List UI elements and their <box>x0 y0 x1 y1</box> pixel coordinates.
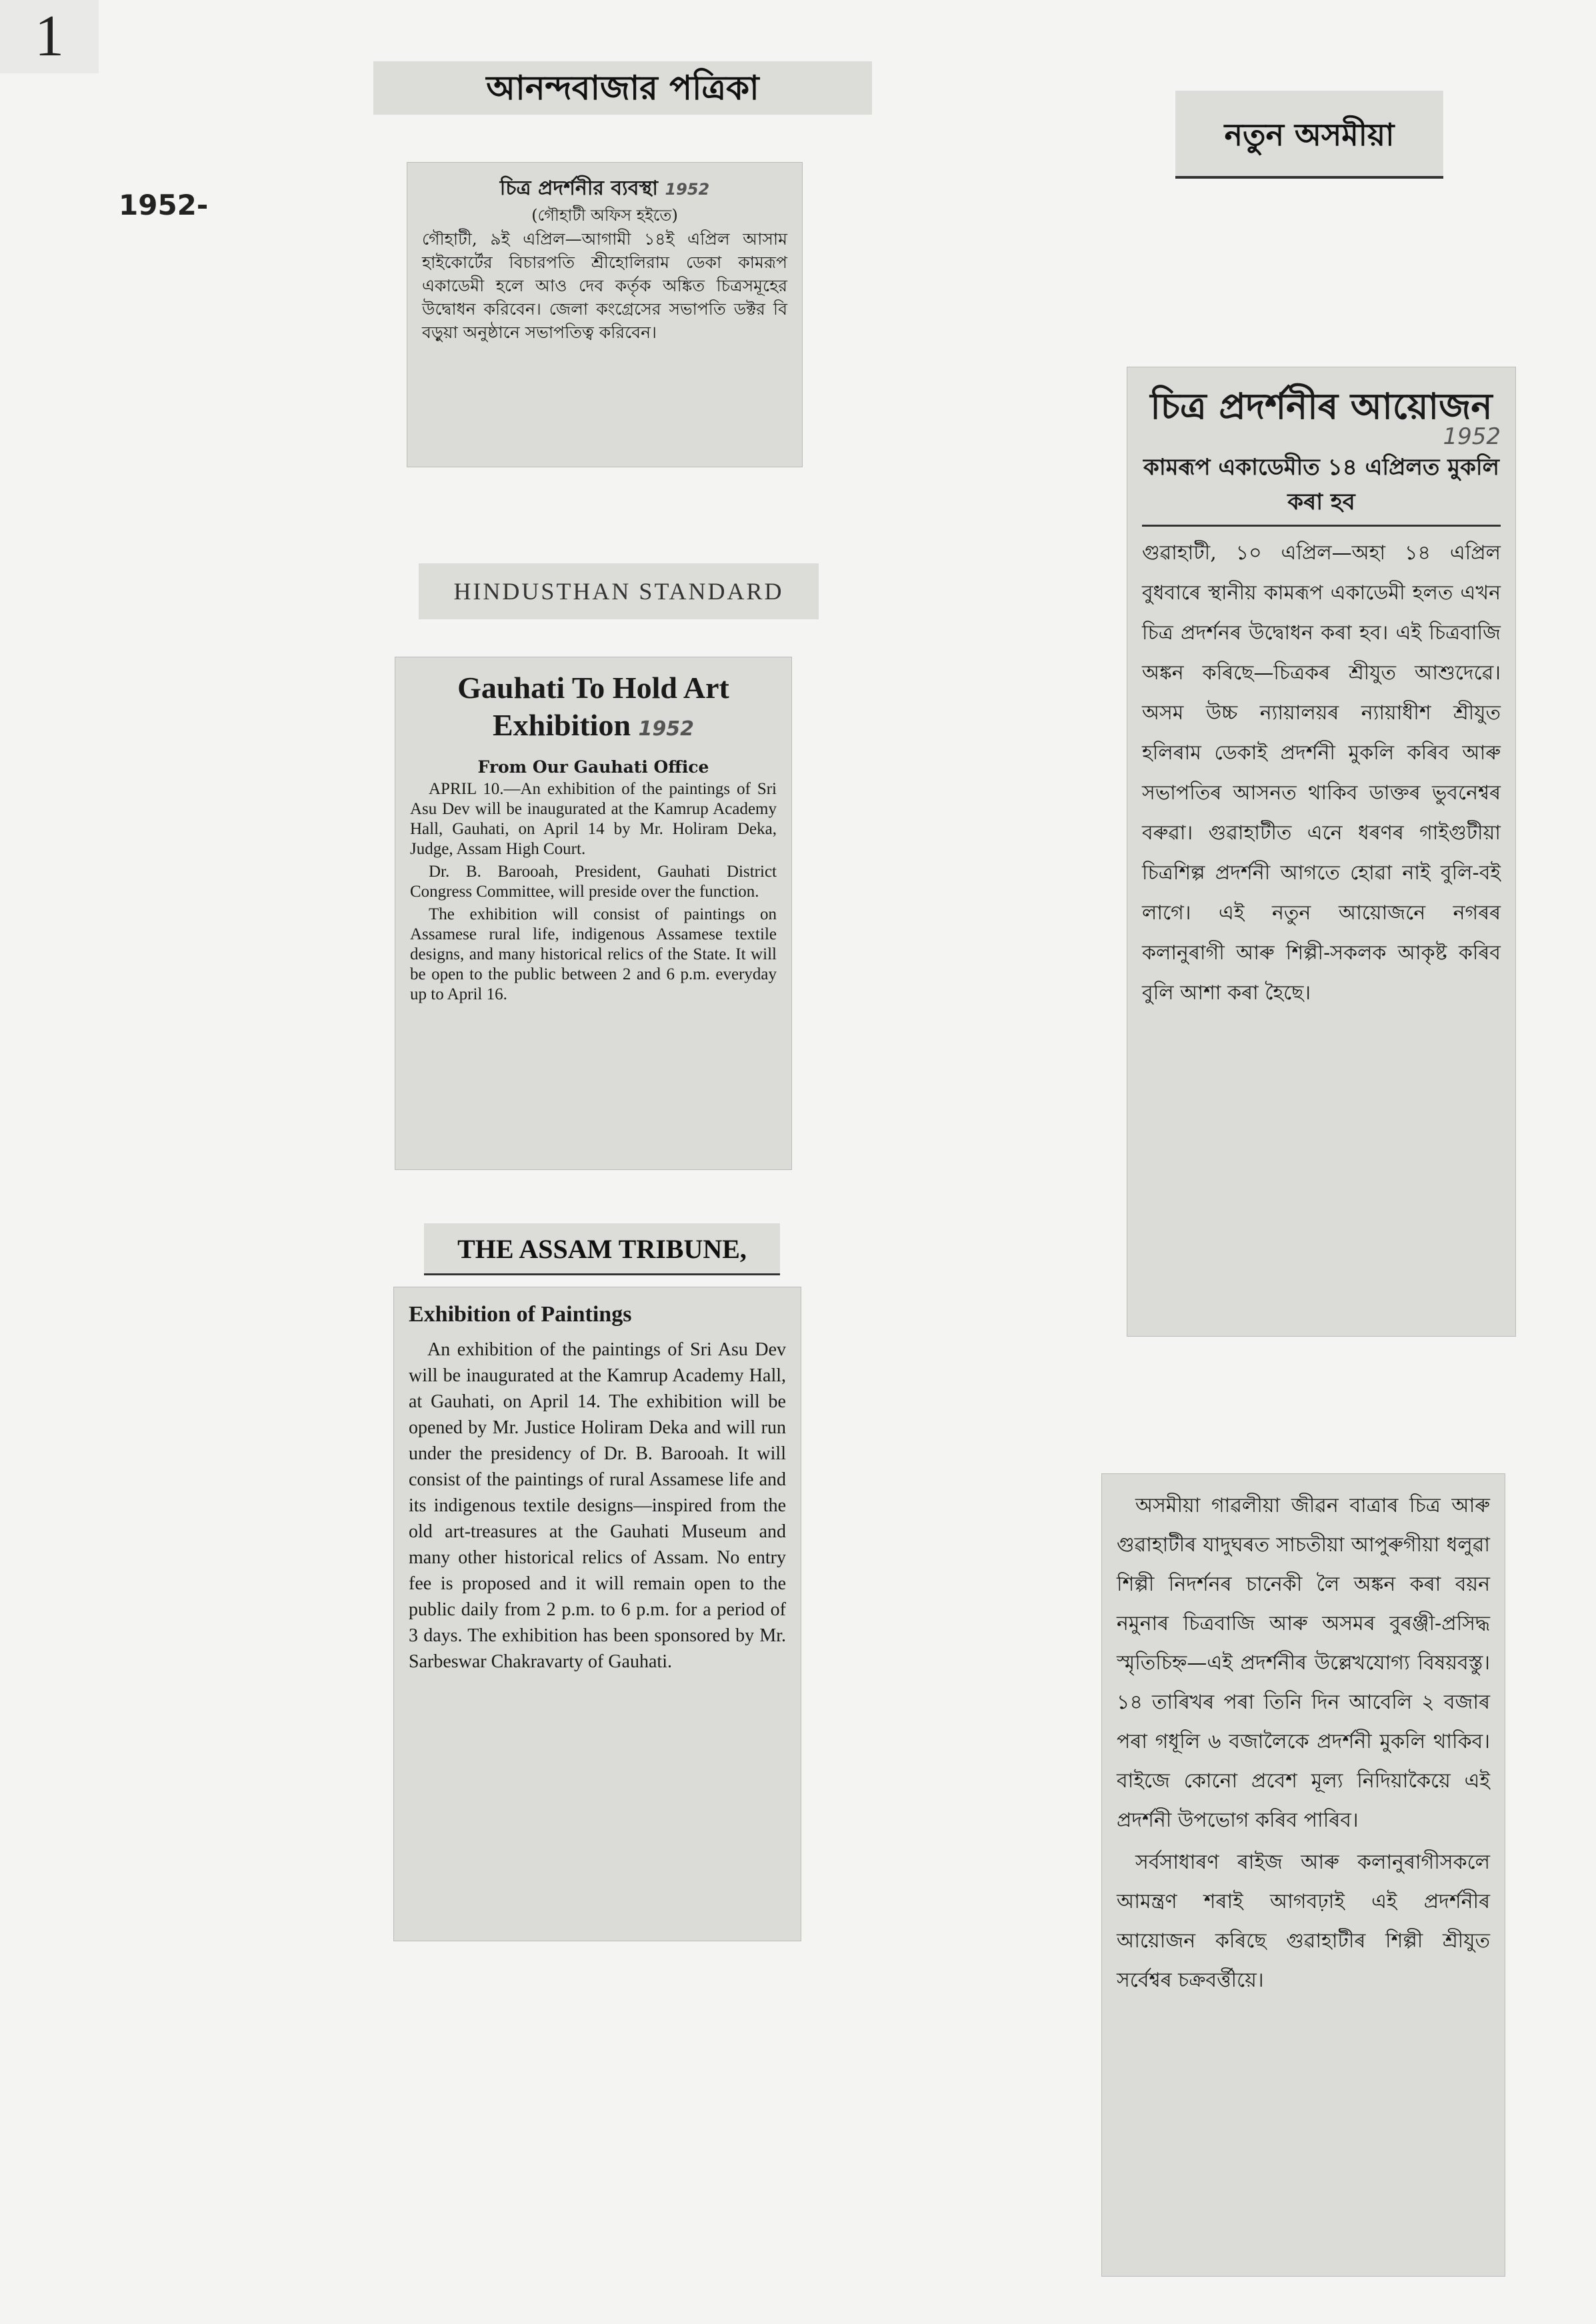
clipping-body: গৌহাটী, ৯ই এপ্রিল—আগামী ১৪ই এপ্রিল আসাম হাইকোর্টের বিচারপতি শ্রীহোলিরাম ডেকা কামরূপ একাডেমী হলে আও দেব কর্তৃক অঙ্কিত চিত্রসমূহের উদ্বোধন করিবেন। জেলা কংগ্রেসের সভাপতি ডক্টর বি বড়ুয়া অনুষ্ঠানে সভাপতিত্ব করিবেন। <box>422 229 787 342</box>
clipping-body: গুৱাহাটী, ১০ এপ্ৰিল—অহা ১৪ এপ্ৰিল বুধবাৰে স্থানীয় কামৰূপ একাডেমী হলত এখন চিত্ৰ প্ৰদৰ্শনৰ উদ্বোধন কৰা হব। এই চিত্ৰবাজি অঙ্কন কৰিছে—চিত্ৰকৰ শ্ৰীযুত আশুদেৱে। অসম উচ্চ ন্যায়ালয়ৰ ন্যায়াধীশ শ্ৰীযুত হলিৰাম ডেকাই প্ৰদৰ্শনী মুকলি কৰিব আৰু সভাপতিৰ আসনত থাকিব ডাক্তৰ ভুবনেশ্বৰ বৰুৱা। গুৱাহাটীত এনে ধৰণৰ গাইগুটীয়া চিত্ৰশিল্প প্ৰদৰ্শনী আগতে হোৱা নাই বুলি-বই লাগে। এই নতুন আয়োজনে নগৰৰ কলানুৰাগী আৰু শিল্পী-সকলক আকৃষ্ট কৰিব বুলি আশা কৰা হৈছে। <box>1142 541 1501 1005</box>
paragraph: The exhibition will consist of paintings on Assamese rural life, indigenous Assamese textile designs, and many historical relics of the State. It will be open to the public between 2 and 6 p.m. everyday up to April 16. <box>410 905 777 1003</box>
clipping-headline <box>422 175 787 203</box>
clipping-assam-tribune <box>393 1287 801 1941</box>
clipping-body <box>410 779 777 1005</box>
clipping-body: An exhibition of the paintings of Sri Asu Dev will be inaugurated at the Kamrup Academy Hall, at Gauhati, on April 14. The exhibition will be opened by Mr. Justice Holiram Deka and will run under the presidency of Dr. B. Barooah. It will consist of the paintings of rural Assamese life and its indigenous textile designs—inspired from the old art-treasures at the Gauhati Museum and many other historical relics of Assam. No entry fee is proposed and it will remain open to the public daily from 2 p.m. to 6 p.m. for a period of 3 days. The exhibition has been sponsored by Mr. Sarbeswar Chakravarty of Gauhati. <box>409 1339 786 1672</box>
handwritten-year: 1952 <box>1443 423 1501 450</box>
masthead-assam-tribune: THE ASSAM TRIBUNE, <box>424 1223 780 1275</box>
clipping-subhead: কামৰূপ একাডেমীত ১৪ এপ্ৰিলত মুকলি কৰা হব <box>1142 450 1501 527</box>
clipping-byline: From Our Gauhati Office <box>477 757 709 777</box>
clipping-headline: Exhibition of Paintings <box>409 1302 632 1327</box>
masthead-natun-asamiya: নতুন অসমীয়া <box>1175 91 1443 179</box>
headline-text: Gauhati To Hold Art Exhibition <box>457 671 729 742</box>
clipping-natun-asamiya-2 <box>1101 1473 1505 2277</box>
clipping-natun-asamiya-1 <box>1127 367 1516 1337</box>
paragraph: APRIL 10.—An exhibition of the paintings of Sri Asu Dev will be inaugurated at the Kamrup Academy Hall, Gauhati, on April 14 by Mr. Holiram Deka, Judge, Assam High Court. <box>410 780 777 858</box>
masthead-hindusthan: HINDUSTHAN STANDARD <box>419 563 819 619</box>
clipping-body <box>1117 1486 1490 2000</box>
year-label: 1952- <box>119 189 209 221</box>
clipping-anandabazar <box>407 162 803 467</box>
clipping-hindusthan <box>395 657 792 1170</box>
page-number: 1 <box>0 0 99 73</box>
handwritten-year: 1952 <box>665 180 710 199</box>
clipping-headline <box>410 669 777 748</box>
paragraph: সৰ্বসাধাৰণ ৰাইজ আৰু কলানুৰাগীসকলে আমন্ত্ৰণ শৰাই আগবঢ়াই এই প্ৰদৰ্শনীৰ আয়োজন কৰিছে গুৱাহাটীৰ শিল্পী শ্ৰীযুত সৰ্বেশ্বৰ চক্ৰবৰ্ত্তীয়ে। <box>1117 1851 1490 1992</box>
headline-text: চিত্র প্রদর্শনীর ব্যবস্থা <box>499 177 658 200</box>
clipping-subhead: (গৌহাটী অফিস হইতে) <box>531 206 678 225</box>
clipping-headline: চিত্ৰ প্ৰদৰ্শনীৰ আয়োজন <box>1150 385 1493 427</box>
paragraph: Dr. B. Barooah, President, Gauhati District Congress Committee, will preside over the function. <box>410 863 777 901</box>
paragraph: অসমীয়া গাৱলীয়া জীৱন বাত্ৰাৰ চিত্ৰ আৰু গুৱাহাটীৰ যাদুঘৰত সাচতীয়া আপুৰুগীয়া ধলুৱা শিল্পী নিদৰ্শনৰ চানেকী লৈ অঙ্কন কৰা বয়ন নমুনাৰ চিত্ৰবাজি আৰু অসমৰ বুৰঞ্জী-প্ৰসিদ্ধ স্মৃতিচিহ্ন—এই প্ৰদৰ্শনীৰ উল্লেখযোগ্য বিষয়বস্তু। ১৪ তাৰিখৰ পৰা তিনি দিন আবেলি ২ বজাৰ পৰা গধূলি ৬ বজালৈকে প্ৰদৰ্শনী মুকলি থাকিব। বাইজে কোনো প্ৰবেশ মূল্য নিদিয়াকৈয়ে এই প্ৰদৰ্শনী উপভোগ কৰিব পাৰিব। <box>1117 1494 1490 1832</box>
handwritten-year: 1952 <box>638 717 695 741</box>
masthead-anandabazar: আনন্দবাজার পত্রিকা <box>373 61 872 115</box>
